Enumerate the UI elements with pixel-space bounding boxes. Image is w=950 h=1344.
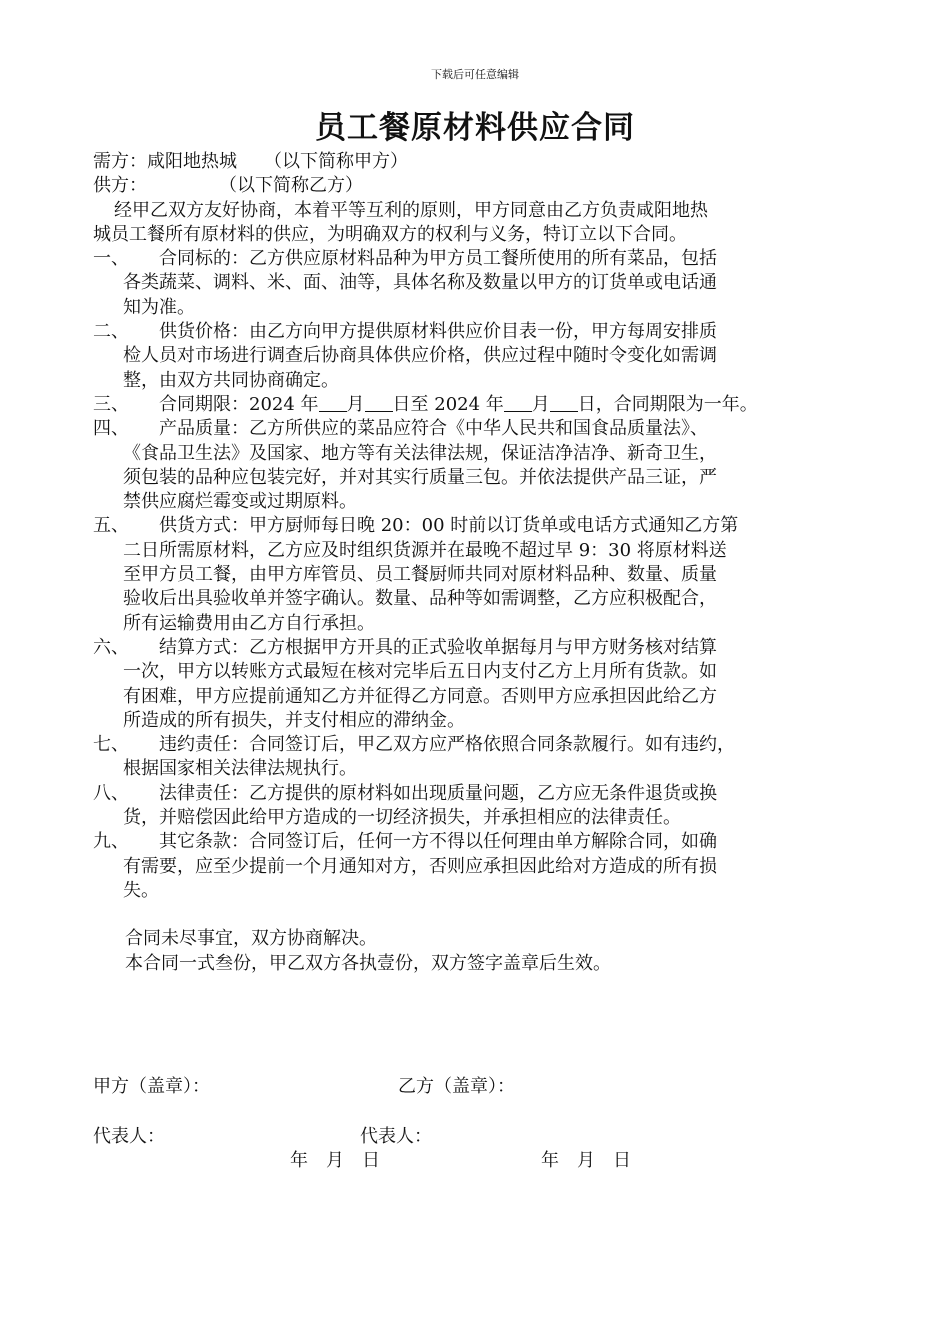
period-text: 合同期限：2024 年 [159, 393, 319, 415]
clause-number: 九、 [93, 831, 129, 853]
supply-party-line: 供方： （以下简称乙方） [93, 175, 363, 197]
clause-line: 根据国家相关法律法规执行。 [123, 758, 357, 780]
clause-line: 验收后出具验收单并签字确认。数量、品种等如需调整，乙方应积极配合， [123, 588, 717, 610]
clause-line: 所有运输费用由乙方自行承担。 [123, 612, 375, 634]
clause-line: 违约责任：合同签订后，甲乙双方应严格依照合同条款履行。如有违约， [159, 734, 735, 756]
clause-line: 有需要，应至少提前一个月通知对方，否则应承担因此给对方造成的所有损 [123, 855, 717, 877]
party-a-representative-label: 代表人： [93, 1126, 165, 1147]
clause-line: 整，由双方共同协商确定。 [123, 369, 339, 391]
clause-line: 《食品卫生法》及国家、地方等有关法律法规，保证洁净洁净、新奇卫生， [123, 442, 717, 464]
period-text: 日，合同期限为一年。 [577, 393, 758, 415]
intro-line: 城员工餐所有原材料的供应，为明确双方的权利与义务，特订立以下合同。 [93, 223, 687, 245]
header-note: 下载后可任意编辑 [431, 68, 519, 81]
spacer [93, 903, 873, 927]
clause-line: 产品质量：乙方所供应的菜品应符合《中华人民共和国食品质量法》、 [159, 418, 708, 440]
clause-line: 其它条款：合同签订后，任何一方不得以任何理由单方解除合同，如确 [159, 831, 717, 853]
clause-line: 至甲方员工餐，由甲方库管员、员工餐厨师共同对原材料品种、数量、质量 [123, 564, 717, 586]
clause-4 [93, 417, 873, 514]
clause-line: 货，并赔偿因此给甲方造成的一切经济损失，并承担相应的法律责任。 [123, 807, 681, 829]
clause-9 [93, 830, 873, 903]
demand-party-line: 需方：咸阳地热城 （以下简称甲方） [93, 151, 408, 172]
clause-line: 结算方式：乙方根据甲方开具的正式验收单据每月与甲方财务核对结算 [159, 636, 717, 658]
clause-1 [93, 247, 873, 320]
clause-line: 失。 [123, 879, 159, 901]
clause-number: 四、 [93, 418, 129, 440]
clause-number: 六、 [93, 636, 129, 658]
clause-6 [93, 636, 873, 733]
clause-line: 供货价格：由乙方向甲方提供原材料供应价目表一份，甲方每周安排质 [159, 321, 717, 343]
blank-field [319, 395, 347, 412]
period-text: 月 [346, 393, 365, 415]
party-b-representative-label: 代表人： [360, 1126, 432, 1147]
clause-line: 禁供应腐烂霉变或过期原料。 [123, 491, 357, 513]
party-b-date: 年 月 日 [541, 1150, 631, 1171]
period-text: 月 [531, 393, 550, 415]
contract-body [93, 150, 873, 976]
clause-2 [93, 320, 873, 393]
clause-line: 合同标的：乙方供应原材料品种为甲方员工餐所使用的所有菜品，包括 [159, 248, 717, 270]
period-text: 日至 2024 年 [392, 393, 504, 415]
blank-field [504, 395, 532, 412]
clause-number: 二、 [93, 321, 129, 343]
clause-number: 三、 [93, 393, 129, 415]
party-a-date: 年 月 日 [290, 1150, 380, 1171]
document-title: 员工餐原材料供应合同 [315, 110, 635, 146]
contract-period-line [123, 393, 873, 417]
closing-line: 本合同一式叁份，甲乙双方各执壹份，双方签字盖章后生效。 [125, 952, 611, 974]
intro-line: 经甲乙双方友好协商，本着平等互利的原则，甲方同意由乙方负责咸阳地热 [114, 199, 708, 221]
clause-3 [93, 393, 873, 417]
clause-line: 所造成的所有损失，并支付相应的滞纳金。 [123, 709, 465, 731]
clause-5 [93, 514, 873, 635]
clause-line: 一次，甲方以转账方式最短在核对完毕后五日内支付乙方上月所有货款。如 [123, 661, 717, 683]
closing-line: 合同未尽事宜，双方协商解决。 [125, 928, 377, 950]
clause-number: 五、 [93, 515, 129, 537]
party-b-seal-label: 乙方（盖章）： [398, 1076, 515, 1097]
blank-field [550, 395, 578, 412]
clause-8 [93, 782, 873, 831]
clause-line: 须包装的品种应包装完好，并对其实行质量三包。并依法提供产品三证，严 [123, 466, 717, 488]
clause-line: 有困难，甲方应提前通知乙方并征得乙方同意。否则甲方应承担因此给乙方 [123, 685, 717, 707]
blank-field [365, 395, 393, 412]
clause-line: 检人员对市场进行调查后协商具体供应价格，供应过程中随时令变化如需调 [123, 345, 717, 367]
clause-line: 知为准。 [123, 296, 195, 318]
clause-line: 各类蔬菜、调料、米、面、油等，具体名称及数量以甲方的订货单或电话通 [123, 272, 717, 294]
clause-number: 一、 [93, 248, 129, 270]
clause-number: 八、 [93, 782, 129, 804]
clause-number: 七、 [93, 734, 129, 756]
party-a-seal-label: 甲方（盖章）： [93, 1076, 210, 1097]
clause-line: 供货方式：甲方厨师每日晚 20：00 时前以订货单或电话方式通知乙方第 [159, 515, 739, 537]
clause-line: 法律责任：乙方提供的原材料如出现质量问题，乙方应无条件退货或换 [159, 782, 717, 804]
clause-7 [93, 733, 873, 782]
clause-line: 二日所需原材料，乙方应及时组织货源并在最晚不超过早 9：30 将原材料送 [123, 539, 727, 561]
